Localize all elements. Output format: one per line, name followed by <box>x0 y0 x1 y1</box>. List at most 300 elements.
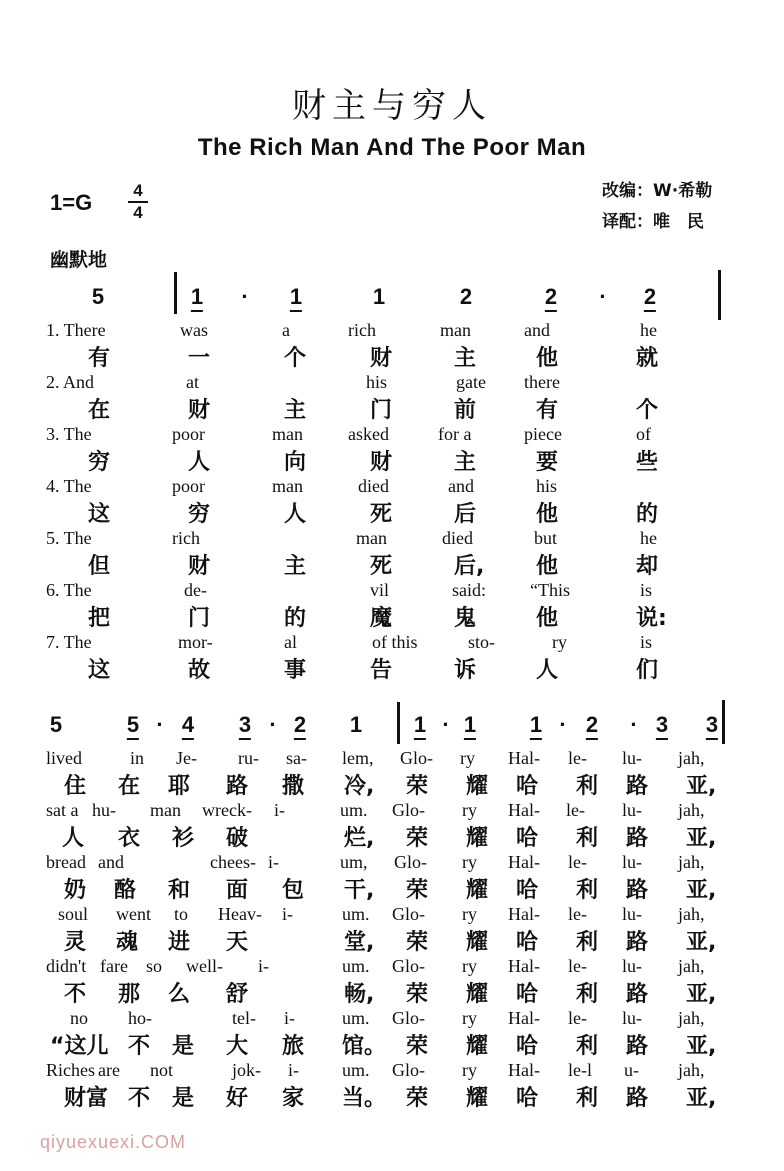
lyric-chinese: 荣 <box>406 930 429 955</box>
lyric-chinese: 堂, <box>344 930 375 955</box>
lyric-english: jok- <box>232 1060 261 1080</box>
note: · <box>559 712 567 737</box>
lyric-english: poor <box>172 476 205 496</box>
lyric-english: Glo- <box>392 956 425 976</box>
lyric-chinese: 向 <box>284 450 307 475</box>
lyric-english: um. <box>340 800 368 820</box>
lyric-english: i- <box>274 800 285 820</box>
lyric-chinese: 哈 <box>516 774 539 799</box>
lyric-english: le- <box>568 1008 587 1028</box>
lyric-english: for a <box>438 424 472 444</box>
lyric-chinese: 说: <box>636 606 667 631</box>
lyric-chinese: 主 <box>454 450 477 475</box>
lyric-chinese: 好 <box>226 1086 249 1111</box>
note-text: 2 <box>644 284 656 312</box>
lyric-english: Glo- <box>392 1060 425 1080</box>
lyric-chinese: 哈 <box>516 878 539 903</box>
lyric-english: ry <box>460 748 475 768</box>
lyric-chinese: 是 <box>172 1086 195 1111</box>
lyric-english: jah, <box>678 1008 705 1028</box>
lyric-chinese: 不 <box>128 1034 151 1059</box>
lyric-english: le-l <box>568 1060 592 1080</box>
lyric-chinese: 面 <box>226 878 249 903</box>
lyric-english: piece <box>524 424 562 444</box>
note <box>239 712 251 738</box>
lyric-chinese: 亚, <box>686 826 717 851</box>
lyric-chinese: 荣 <box>406 826 429 851</box>
barline <box>718 270 721 320</box>
lyric-chinese: 不 <box>64 982 87 1007</box>
lyric-chinese: 路 <box>626 1034 649 1059</box>
lyric-english: 1. There <box>46 320 106 340</box>
lyric-chinese: 故 <box>188 658 211 683</box>
lyric-chinese: 却 <box>636 554 659 579</box>
lyric-chinese: 在 <box>118 774 141 799</box>
lyric-english: le- <box>568 904 587 924</box>
lyric-chinese: 个 <box>636 398 659 423</box>
lyric-chinese: 路 <box>626 1086 649 1111</box>
lyric-english: Glo- <box>392 904 425 924</box>
translator-credit: 译配：唯 民 <box>602 212 704 232</box>
lyric-chinese: 家 <box>282 1086 305 1111</box>
lyric-chinese: 亚, <box>686 1086 717 1111</box>
lyric-chinese: 住 <box>64 774 87 799</box>
lyric-chinese: 荣 <box>406 774 429 799</box>
lyric-chinese: 路 <box>626 930 649 955</box>
lyric-chinese: 耀 <box>466 930 489 955</box>
lyric-english: Riches <box>46 1060 95 1080</box>
lyric-chinese: 当。 <box>342 1086 387 1111</box>
lyric-chinese: 把 <box>88 606 111 631</box>
lyric-chinese: 酪 <box>114 878 137 903</box>
lyric-chinese: 告 <box>370 658 393 683</box>
lyric-chinese: 利 <box>576 1034 599 1059</box>
note <box>414 712 426 738</box>
lyric-chinese: 耶 <box>168 774 191 799</box>
lyric-english: Hal- <box>508 1060 540 1080</box>
lyric-chinese: 主 <box>454 346 477 371</box>
barline <box>722 700 725 744</box>
lyric-chinese: 哈 <box>516 1034 539 1059</box>
lyric-english: ry <box>462 800 477 820</box>
lyric-chinese: 荣 <box>406 982 429 1007</box>
note: · <box>156 712 164 737</box>
note: · <box>269 712 277 737</box>
lyric-english: “This <box>530 580 570 600</box>
lyric-chinese: 耀 <box>466 878 489 903</box>
lyric-english: there <box>524 372 560 392</box>
lyric-english: lu- <box>622 800 642 820</box>
arranger-credit: 改编：W·希勒 <box>602 181 713 201</box>
lyric-english: lu- <box>622 1008 642 1028</box>
time-signature-top: 4 <box>133 181 143 200</box>
lyric-english: and <box>524 320 550 340</box>
lyric-english: man <box>150 800 181 820</box>
song-title-english: The Rich Man And The Poor Man <box>197 134 587 161</box>
lyric-chinese: 些 <box>636 450 659 475</box>
note <box>530 712 542 738</box>
lyric-chinese: 破 <box>226 826 249 851</box>
lyric-chinese: 财 <box>188 554 211 579</box>
lyric-english: to <box>174 904 189 924</box>
lyric-english: lu- <box>622 852 642 872</box>
lyric-chinese: 烂, <box>344 826 375 851</box>
lyric-chinese: 他 <box>536 606 559 631</box>
lyric-english: asked <box>348 424 389 444</box>
lyric-english: chees- <box>210 852 256 872</box>
lyric-chinese: 衫 <box>172 826 195 851</box>
lyric-chinese: 主 <box>284 554 307 579</box>
lyric-chinese: 利 <box>576 982 599 1007</box>
lyric-chinese: 利 <box>576 878 599 903</box>
lyric-chinese: 衣 <box>118 826 141 851</box>
lyric-chinese: 耀 <box>466 826 489 851</box>
lyric-chinese: 财 <box>370 450 393 475</box>
lyric-english: lived <box>46 748 82 768</box>
lyric-english: le- <box>568 956 587 976</box>
lyric-chinese: 这 <box>88 658 111 683</box>
lyric-english: is <box>640 580 653 600</box>
note-text: 3 <box>656 712 668 740</box>
lyric-chinese: 门 <box>370 398 393 423</box>
lyric-chinese: 哈 <box>516 1086 539 1111</box>
lyric-chinese: 耀 <box>466 1034 489 1059</box>
lyric-chinese: 旅 <box>282 1034 305 1059</box>
lyric-english: no <box>70 1008 88 1028</box>
lyric-english: Hal- <box>508 852 540 872</box>
note-text: 1 <box>290 284 302 312</box>
lyric-english: went <box>116 904 151 924</box>
lyric-chinese: 哈 <box>516 826 539 851</box>
lyric-english: his <box>536 476 558 496</box>
lyric-chinese: 有 <box>88 346 111 371</box>
lyric-english: hu- <box>92 800 116 820</box>
lyric-chinese: 冷, <box>344 774 375 799</box>
lyric-english: al <box>284 632 297 652</box>
lyric-chinese: 天 <box>226 930 249 955</box>
note <box>706 712 718 738</box>
note <box>464 712 476 738</box>
lyric-chinese: 耀 <box>466 1086 489 1111</box>
note <box>182 712 194 738</box>
lyric-english: jah, <box>678 852 705 872</box>
lyric-chinese: 人 <box>284 502 307 527</box>
lyric-english: said: <box>452 580 486 600</box>
lyric-english: i- <box>284 1008 295 1028</box>
lyric-chinese: 和 <box>168 878 191 903</box>
note <box>294 712 306 738</box>
lyric-english: Glo- <box>392 800 425 820</box>
lyric-chinese: 亚, <box>686 878 717 903</box>
lyric-chinese: 财富 <box>64 1086 109 1111</box>
lyric-english: rich <box>348 320 376 340</box>
note <box>644 284 656 310</box>
lyric-english: 4. The <box>46 476 92 496</box>
lyric-english: um. <box>342 1008 370 1028</box>
note-text: 2 <box>545 284 557 312</box>
lyric-chinese: 的 <box>636 502 659 527</box>
lyric-chinese: 路 <box>626 774 649 799</box>
lyric-english: are <box>98 1060 120 1080</box>
lyric-chinese: 是 <box>172 1034 195 1059</box>
lyric-english: sto- <box>468 632 495 652</box>
note <box>586 712 598 738</box>
lyric-chinese: 撒 <box>282 774 305 799</box>
lyric-chinese: 耀 <box>466 774 489 799</box>
lyric-chinese: 魂 <box>116 930 139 955</box>
lyric-english: jah, <box>678 956 705 976</box>
lyric-english: Glo- <box>400 748 433 768</box>
lyric-chinese: 在 <box>88 398 111 423</box>
lyric-english: 2. And <box>46 372 95 392</box>
lyric-chinese: 前 <box>454 398 477 423</box>
lyric-chinese: 一 <box>188 346 211 371</box>
lyric-chinese: 人 <box>62 826 85 851</box>
lyric-english: lem, <box>342 748 374 768</box>
lyric-chinese: 馆。 <box>342 1034 387 1059</box>
lyric-english: was <box>180 320 208 340</box>
lyric-english: lu- <box>622 748 642 768</box>
lyric-english: Hal- <box>508 800 540 820</box>
lyric-chinese: 人 <box>536 658 559 683</box>
lyric-chinese: 利 <box>576 930 599 955</box>
lyric-english: so <box>146 956 163 976</box>
barline <box>174 272 177 314</box>
lyric-english: sat a <box>46 800 79 820</box>
lyric-chinese: 么 <box>168 982 191 1007</box>
lyric-chinese: 利 <box>576 1086 599 1111</box>
lyric-english: de- <box>184 580 207 600</box>
lyric-chinese: 路 <box>626 826 649 851</box>
lyric-english: vil <box>370 580 390 600</box>
lyric-chinese: 荣 <box>406 1034 429 1059</box>
lyric-english: in <box>130 748 145 768</box>
note-text: 1 <box>530 712 542 740</box>
note <box>127 712 139 738</box>
lyric-chinese: 哈 <box>516 930 539 955</box>
lyric-english: 7. The <box>46 632 92 652</box>
lyric-english: poor <box>172 424 205 444</box>
lyric-english: at <box>186 372 199 392</box>
lyric-chinese: 就 <box>636 346 659 371</box>
tempo-marking: 幽默地 <box>50 249 108 271</box>
lyric-english: Hal- <box>508 748 540 768</box>
lyric-chinese: 包 <box>282 878 305 903</box>
lyric-chinese: 灵 <box>64 930 87 955</box>
lyric-english: he <box>640 528 657 548</box>
lyric-chinese: 那 <box>118 982 141 1007</box>
note: 1 <box>349 712 363 737</box>
lyric-english: ry <box>552 632 567 652</box>
lyric-english: i- <box>288 1060 299 1080</box>
note-text: 2 <box>586 712 598 740</box>
lyric-chinese: 荣 <box>406 1086 429 1111</box>
note: · <box>442 712 450 737</box>
watermark: qiyuexuexi.COM <box>40 1132 187 1152</box>
lyric-english: ry <box>462 852 477 872</box>
lyric-english: ho- <box>128 1008 152 1028</box>
lyric-english: 5. The <box>46 528 92 548</box>
lyric-chinese: 耀 <box>466 982 489 1007</box>
lyric-english: and <box>98 852 124 872</box>
lyric-chinese: 畅, <box>344 982 375 1007</box>
note <box>290 284 302 310</box>
lyric-english: fare <box>100 956 128 976</box>
lyric-chinese: 个 <box>284 346 307 371</box>
note-text: 1 <box>191 284 203 312</box>
lyric-chinese: 亚, <box>686 774 717 799</box>
lyric-english: is <box>640 632 653 652</box>
lyric-chinese: 事 <box>284 658 307 683</box>
note: · <box>630 712 638 737</box>
lyric-chinese: 路 <box>626 878 649 903</box>
lyric-english: of this <box>372 632 418 652</box>
note: 5 <box>91 284 105 309</box>
note-text: 3 <box>706 712 718 740</box>
song-title-chinese: 财主与穷人 <box>292 86 492 126</box>
lyric-english: mor- <box>178 632 213 652</box>
lyric-english: man <box>272 476 303 496</box>
lyric-english: bread <box>46 852 86 872</box>
lyric-english: 3. The <box>46 424 92 444</box>
lyric-chinese: “这儿 <box>50 1034 109 1059</box>
lyric-english: ry <box>462 1060 477 1080</box>
lyric-english: i- <box>268 852 279 872</box>
lyric-english: his <box>366 372 388 392</box>
note <box>545 284 557 310</box>
lyric-chinese: 门 <box>188 606 211 631</box>
lyric-english: Hal- <box>508 904 540 924</box>
lyric-english: i- <box>282 904 293 924</box>
lyric-english: ru- <box>238 748 259 768</box>
lyric-chinese: 魔 <box>370 606 393 631</box>
lyric-chinese: 利 <box>576 774 599 799</box>
lyric-chinese: 他 <box>536 502 559 527</box>
lyric-chinese: 们 <box>636 658 659 683</box>
lyric-english: ry <box>462 904 477 924</box>
lyric-english: ry <box>462 956 477 976</box>
note-text: 5 <box>127 712 139 740</box>
lyric-english: a <box>282 320 290 340</box>
lyric-english: died <box>358 476 389 496</box>
lyric-chinese: 后 <box>454 502 477 527</box>
lyric-english: le- <box>568 748 587 768</box>
lyric-chinese: 他 <box>536 554 559 579</box>
lyric-english: jah, <box>678 748 705 768</box>
lyric-english: well- <box>186 956 223 976</box>
lyric-english: man <box>356 528 387 548</box>
lyric-chinese: 死 <box>370 554 393 579</box>
lyric-english: didn't <box>46 956 87 976</box>
note: 2 <box>459 284 473 309</box>
note-text: 4 <box>182 712 194 740</box>
note: · <box>599 284 607 309</box>
lyric-english: le- <box>568 852 587 872</box>
lyric-english: wreck- <box>202 800 252 820</box>
lyric-english: u- <box>624 1060 639 1080</box>
lyric-english: lu- <box>622 904 642 924</box>
lyric-english: jah, <box>678 1060 705 1080</box>
lyric-chinese: 后, <box>454 554 485 579</box>
lyric-english: jah, <box>678 904 705 924</box>
lyric-chinese: 穷 <box>88 450 111 475</box>
lyric-chinese: 有 <box>536 398 559 423</box>
lyric-english: but <box>534 528 558 548</box>
lyric-english: jah, <box>678 800 705 820</box>
time-signature-bottom: 4 <box>133 203 143 222</box>
lyric-chinese: 死 <box>370 502 393 527</box>
lyric-chinese: 奶 <box>64 878 87 903</box>
lyric-english: not <box>150 1060 174 1080</box>
lyric-english: um. <box>342 956 370 976</box>
lyric-chinese: 进 <box>168 930 191 955</box>
lyric-chinese: 财 <box>188 398 211 423</box>
lyric-chinese: 荣 <box>406 878 429 903</box>
lyric-chinese: 亚, <box>686 930 717 955</box>
lyric-english: sa- <box>286 748 307 768</box>
lyric-english: man <box>440 320 471 340</box>
key-signature: 1=G <box>50 190 93 215</box>
lyric-english: tel- <box>232 1008 256 1028</box>
note-text: 2 <box>294 712 306 740</box>
lyric-chinese: 路 <box>226 774 249 799</box>
lyric-chinese: 财 <box>370 346 393 371</box>
note <box>656 712 668 738</box>
lyric-english: Heav- <box>218 904 262 924</box>
note: 1 <box>372 284 386 309</box>
lyric-chinese: 穷 <box>188 502 211 527</box>
lyric-english: Hal- <box>508 956 540 976</box>
note-text: 1 <box>414 712 426 740</box>
lyric-chinese: 主 <box>284 398 307 423</box>
lyric-chinese: 但 <box>88 554 111 579</box>
lyric-chinese: 干, <box>344 878 375 903</box>
lyric-english: um, <box>340 852 368 872</box>
lyric-english: um. <box>342 1060 370 1080</box>
lyric-english: rich <box>172 528 200 548</box>
lyric-chinese: 路 <box>626 982 649 1007</box>
lyric-chinese: 要 <box>536 450 559 475</box>
note <box>191 284 203 310</box>
note: · <box>241 284 249 309</box>
lyric-english: of <box>636 424 651 444</box>
lyric-chinese: 的 <box>284 606 307 631</box>
lyric-english: um. <box>342 904 370 924</box>
note-text: 1 <box>464 712 476 740</box>
time-signature <box>126 182 150 222</box>
barline <box>397 702 400 744</box>
lyric-chinese: 亚, <box>686 1034 717 1059</box>
note-text: 3 <box>239 712 251 740</box>
lyric-english: lu- <box>622 956 642 976</box>
lyric-chinese: 诉 <box>454 658 477 683</box>
lyric-chinese: 舒 <box>226 982 249 1007</box>
lyric-english: Glo- <box>392 1008 425 1028</box>
lyric-english: man <box>272 424 303 444</box>
lyric-english: 6. The <box>46 580 92 600</box>
lyric-english: le- <box>566 800 585 820</box>
lyric-chinese: 他 <box>536 346 559 371</box>
lyric-chinese: 利 <box>576 826 599 851</box>
lyric-chinese: 这 <box>88 502 111 527</box>
lyric-chinese: 大 <box>226 1034 249 1059</box>
lyric-english: ry <box>462 1008 477 1028</box>
lyric-chinese: 人 <box>188 450 211 475</box>
lyric-english: and <box>448 476 474 496</box>
lyric-english: i- <box>258 956 269 976</box>
lyric-chinese: 不 <box>128 1086 151 1111</box>
lyric-english: Hal- <box>508 1008 540 1028</box>
